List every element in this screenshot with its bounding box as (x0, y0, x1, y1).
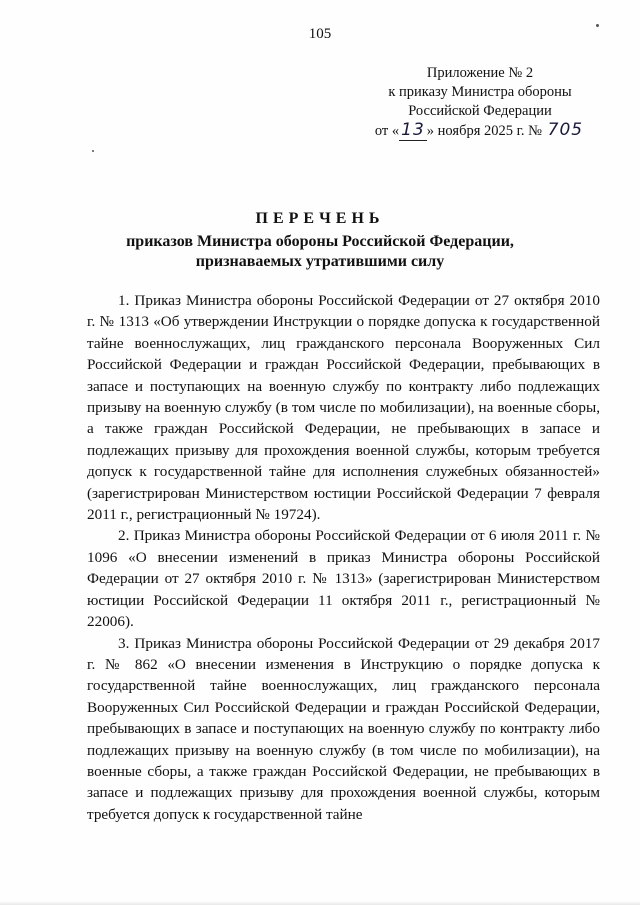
scan-edge (0, 901, 640, 905)
document-subtitle (60, 232, 580, 272)
scan-speck (596, 24, 599, 27)
list-item: 3. Приказ Министра обороны Российской Федерации от 29 декабря 2017 г. № 862 «О внесении изменения в Инструкцию о порядке допуска к государственной тайне военнослужащих, лиц гражданского персонала Вооруженных Сил Российской Федерации и граждан Российской Федерации, пребывающих в запасе и поступающих на военную службу по контракту либо подлежащих призыву на военную службу (в том числе по мобилизации), на военные сборы, а также граждан Российской Федерации, не пребывающих в запасе и подлежащих призыву для прохождения военной службы, которым требуется допуск к государственной тайне (87, 634, 600, 823)
list-item: 1. Приказ Министра обороны Российской Федерации от 27 октября 2010 г. № 1313 «Об утверждении Инструкции о порядке допуска к государственной тайне военнослужащих, лиц гражданского персонала Вооруженных Сил Российской Федерации и граждан Российской Федерации, пребывающих в запасе и поступающих на военную службу по контракту либо подлежащих призыву на военную службу (в том числе по мобилизации), на военные сборы, а также граждан Российской Федерации, не пребывающих в запасе и подлежащих призыву для прохождения военной службы, которым требуется допуск к государственной тайне для исполнения служебных обязанностей» (зарегистрирован Министерством юстиции Российской Федерации 7 февраля 2011 г., регистрационный № 19724). (87, 292, 600, 524)
date-prefix: от « (374, 123, 400, 139)
scan-speck (92, 150, 94, 152)
subtitle-line-1: приказов Министра обороны Российской Федерации, (126, 233, 514, 250)
appendix-block (360, 64, 600, 141)
handwritten-day: 13 (401, 120, 425, 140)
subtitle-line-2: признаваемых утратившими силу (195, 253, 445, 270)
date-suffix: » ноября 2025 г. № (426, 123, 543, 139)
handwritten-order-number: 705 (547, 120, 584, 140)
document-body (87, 290, 600, 825)
document-title: ПЕРЕЧЕНЬ (255, 210, 385, 227)
appendix-order-ref: к приказу Министра обороны (388, 84, 572, 100)
page-number: 105 (308, 26, 332, 42)
appendix-date-line (360, 121, 600, 141)
appendix-title: Приложение № 2 (426, 65, 534, 81)
appendix-country: Российской Федерации (408, 103, 552, 119)
list-item: 2. Приказ Министра обороны Российской Федерации от 6 июля 2011 г. № 1096 «О внесении изменений в приказ Министра обороны Российской Федерации от 27 октября 2010 г. № 1313» (зарегистрирован Министерством юстиции Российской Федерации 11 октября 2011 г., регистрационный № 22006). (87, 527, 600, 631)
